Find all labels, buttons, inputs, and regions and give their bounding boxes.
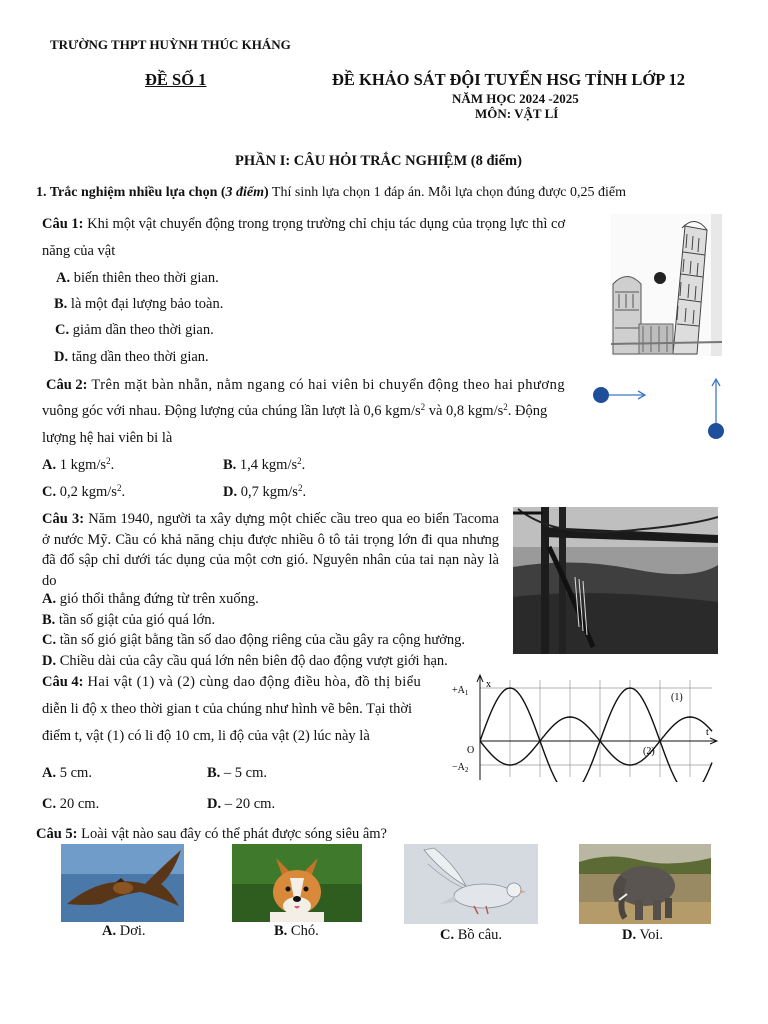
q2-option-c[interactable]: C. 0,2 kgm/$s^2$. [42,483,126,500]
question-5: Câu 5: Loài vật nào sau đây có thể phát được sóng siêu âm? [36,826,387,842]
q4-option-b[interactable]: B. – 5 cm. [207,765,268,781]
elephant-image [579,844,711,924]
oscillation-graph [450,672,725,782]
q4-option-c[interactable]: C. 20 cm. [42,796,100,812]
question-2-cont2: lượng hệ hai viên bi là [42,430,173,446]
q5-option-b[interactable]: B. Chó. [274,923,319,939]
dog-image [232,844,362,922]
question-3: Câu 3: Năm 1940, người ta xây dựng một chiếc cầu treo qua eo biển Tacoma ở nước Mỹ. Cầu có khả năng chịu được nhiều ô tô tải trọng lớn đi qua nhưng đã đổ sập chỉ dưới tác dụng của một cơn gió. Nguyên nhân của tai nạn này là do [42,511,499,589]
q3-option-b[interactable]: B. tần số giật của gió quá lớn. [42,612,216,628]
exam-number: ĐỀ SỐ 1 [145,70,207,89]
q5-option-c[interactable]: C. Bồ câu. [440,927,503,943]
q5-option-d[interactable]: D. Voi. [622,927,663,943]
ball-1 [593,387,609,403]
exam-title: ĐỀ KHẢO SÁT ĐỘI TUYỂN HSG TỈNH LỚP 12 [332,70,686,89]
curve-1-label: (1) [671,692,683,703]
y-bottom-label: $-A_2$ [452,762,469,774]
school-year: NĂM HỌC 2024 -2025 [452,91,579,106]
curve-2-label: (2) [643,746,655,757]
q2-option-b[interactable]: B. 1,4 kgm/$s^2$. [223,456,306,473]
origin-label: O [467,745,475,756]
q1-option-a[interactable]: A. biến thiên theo thời gian. [56,270,219,286]
bat-image [61,844,184,922]
q3-option-a[interactable]: A. gió thổi thẳng đứng từ trên xuống. [42,591,259,607]
section-heading: 1. Trắc nghiệm nhiều lựa chọn (3 điểm) Thí sinh lựa chọn 1 đáp án. Mỗi lựa chọn đúng được 0,25 điểm [36,185,626,200]
question-4-cont: diễn li độ x theo thời gian t của chúng như hình vẽ bên. Tại thời [42,701,413,717]
question-2: Câu 2: Trên mặt bàn nhẵn, nằm ngang có hai viên bi chuyển động theo hai phương [46,377,566,393]
tacoma-bridge-image [513,507,718,654]
school-name: TRƯỜNG THPT HUỲNH THÚC KHÁNG [50,37,291,52]
question-4-cont2: điểm t, vật (1) có li độ 10 cm, li độ của vật (2) lúc này là [42,728,370,744]
question-1: Câu 1: Khi một vật chuyển động trong trọng trường chỉ chịu tác dụng của trọng lực thì cơ [42,216,566,232]
question-2-cont: vuông góc với nhau. Động lượng của chúng lần lượt là 0,6 kgm/$s^2$ và 0,8 kgm/$s^2$. Động [42,402,548,419]
pigeon-image [404,844,538,924]
q1-option-b[interactable]: B. là một đại lượng bảo toàn. [54,296,224,312]
t-axis-label: t [706,727,709,738]
q2-option-d[interactable]: D. 0,7 kgm/$s^2$. [223,483,307,500]
leaning-tower-image [611,214,722,356]
part-title: PHẦN I: CÂU HỎI TRẮC NGHIỆM (8 điểm) [235,153,522,169]
q5-option-a[interactable]: A. Dơi. [102,923,146,939]
q3-option-d[interactable]: D. Chiều dài của cây cầu quá lớn nên biên độ dao động vượt giới hạn. [42,653,448,669]
q4-option-a[interactable]: A. 5 cm. [42,765,92,781]
q1-option-c[interactable]: C. giảm dần theo thời gian. [55,322,214,338]
momentum-diagram [588,372,728,448]
q2-option-a[interactable]: A. 1 kgm/$s^2$. [42,456,115,473]
question-4: Câu 4: Hai vật (1) và (2) cùng dao động điều hòa, đồ thị biểu [42,674,422,690]
y-top-label: $+A_1$ [452,685,469,697]
subject: MÔN: VẬT LÍ [475,106,559,121]
q1-option-d[interactable]: D. tăng dần theo thời gian. [54,349,209,365]
q3-option-c[interactable]: C. tần số gió giật bằng tần số dao động riêng của cầu gây ra cộng hưởng. [42,632,466,648]
ball-2 [708,423,724,439]
q4-option-d[interactable]: D. – 20 cm. [207,796,276,812]
question-1-cont: năng của vật [42,243,116,259]
x-axis-label: x [486,679,491,690]
